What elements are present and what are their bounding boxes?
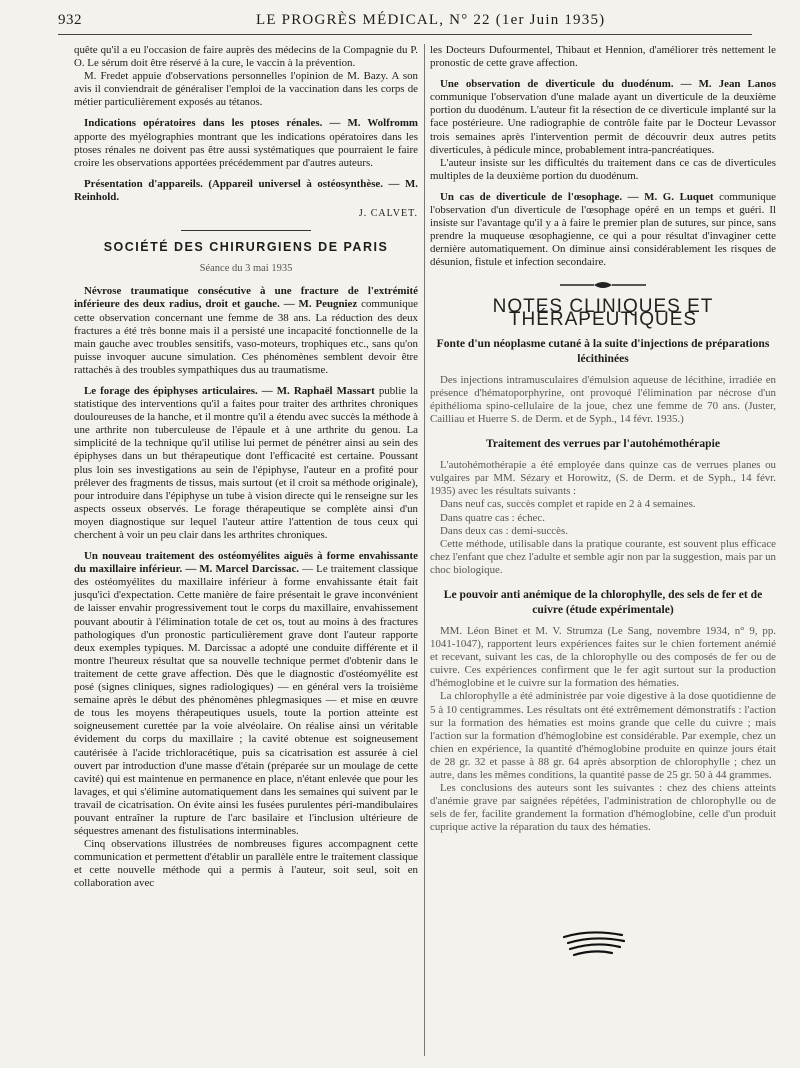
fredet-paragraph: M. Fredet appuie d'observations personnelles l'opinion de M. Bazy. A son avis il conviendrait de généraliser l'emploi de la vaccination dans les corps de métier particulièrement exposés au tétanos. [74, 70, 418, 109]
section-heading: Présentation d'appareils. (Appareil universel à ostéosynthèse. — [84, 177, 405, 190]
right-intro-paragraph: les Docteurs Dufourmentel, Thibaut et Hennion, d'améliorer très nettement le pronostic de cette grave affection. [430, 44, 776, 70]
section-text: communique cette observation concernant une femme de 38 ans. La réduction des deux fractures a été très bonne mais il a persisté une incapacité fonctionnelle de la main gauche avec troubles sensitifs, vaso-moteurs, trophiques etc., sans qu'on puisse invoquer aucune simulation. Ces phénomènes semblent devoir être rattachés à des troubles sympathiques dus au traumatisme. [74, 298, 418, 376]
section-heading: Névrose traumatique consécutive à une fracture de l'extrémité inférieure des deux radius, droit et gauche. — [74, 285, 418, 311]
author-name: M. Jean Lanos [698, 78, 776, 91]
forage-section [74, 385, 418, 542]
section-heading: Indications opératoires dans les ptoses rénales. — [84, 117, 348, 130]
osteomyelite-section [74, 550, 418, 838]
left-intro-paragraph: quête qu'il a eu l'occasion de faire auprès des médecins de la Compagnie du P. O. Le sérum doit être réservé à la cure, le vaccin à la prévention. [74, 44, 418, 70]
section-heading: Le forage des épiphyses articulaires. — [84, 384, 277, 397]
column-divider [424, 44, 425, 1056]
indications-section [74, 117, 418, 169]
article-text: Les conclusions des auteurs sont les suivantes : chez des chiens atteints d'anémie grave par saignées répétées, l'administration de chlorophylle ou de sels de fer, facilite grandement la formation d'hémoglobine, celle d'un produit cuprique active la réparation du taux des hématies. [430, 782, 776, 834]
section-heading: Un nouveau traitement des ostéomyélites aiguës à forme envahissante du maxillaire inférieur. — [74, 550, 418, 576]
section-text: — Le traitement classique des ostéomyélites du maxillaire inférieur à forme envahissante était fait jusqu'ici d'expectation. Cette manière de faire présentait le grave inconvénient de laisser envahir progressivement tout le corps du maxillaire, envahissement pouvant aboutir à l'élimination totale de cet os, tout au moins à des fractures pathologiques d'un pronostic particulièrement grave dont l'auteur rapporte deux exemples typiques. M. Darcissac a adopté une conduite différente et il montre l'heureux résultat que sa nouvelle technique permet d'obtenir dans le traitement de cette grave affection. Dès que le diagnostic d'ostéomyélite est posé (signes cliniques, signes radiologiques) — en général vers la troisième semaine après le début des phénomènes phlegmasiques — et mise en œuvre de tous les moyens thérapeutiques usuels, toute la portion atteinte est soigneusement curettée par la voie alvéolaire. On réalise ainsi un véritable évidement du corps du maxillaire ; la cavité obtenue est soigneusement cautérisée à l'acide trichloracétique, puis sa cicatrisation est assurée à ciel ouvert par introduction d'une masse d'étain (préparée sur un moulage de cette cavité) qui est maintenue en permanence en place, n'étant enlevée que pour les lavages, et qui s'élimine automatiquement dans les semaines qui suivent par le travail de cicatrisation. On évite ainsi les fusées purulentes péri-mandibulaires pouvant entraîner la rupture de l'arc basilaire et l'inclusion ultérieure de séquestres amenant des fistulisations interminables. [74, 563, 419, 838]
fleuron-ornament-icon [430, 280, 776, 294]
left-column [74, 44, 418, 891]
article-text: Cette méthode, utilisable dans la pratique courante, est souvent plus efficace chez l'enfant que chez l'adulte et semble agir non par la suggestion, mais par un choc biologique. [430, 537, 776, 576]
section-text: communique l'observation d'un diverticule de l'œsophage opéré en un temps et guéri. Il insiste sur l'avantage qu'il y a à faire le premier plan de sutures, sur pince, sans prendre la muqueuse œsophagienne, ce qui a pour résultat d'invaginer cette dernière automatiquement. On diminue ainsi considérablement les risques de désunion, fistule et infection secondaire. [430, 190, 776, 269]
seance-date: Séance du 3 mai 1935 [199, 263, 293, 275]
section-heading: Un cas de diverticule de l'œsophage. — [440, 190, 645, 203]
osteomyelite-paragraph-2: Cinq observations illustrées de nombreuses figures accompagnent cette communication et permettent d'établir un parallèle entre le traitement classique et cette nouvelle méthode qui a permis à l'auteur, soit seul, soit en collaboration avec [74, 838, 418, 890]
author-name: M. G. Luquet [644, 190, 714, 203]
article-text: La chlorophylle a été administrée par voie digestive à la dose quotidienne de 5 à 10 centigrammes. Les résultats ont été extrêmement démonstratifs : l'action sur la formation des hématies est moins grande que celle du cuivre ; mais l'action sur la formation d'hémoglobine est considérable. Par exemple, chez un chien en expérience, la quantité d'hémoglobine produite en quinze jours était de 28 gr. 32 et passe à 88 gr. 64 après absorption de chlorophylle ; chez un autre, dans les mêmes conditions, la quantité passe de 25 gr. 50 à 44 grammes. [430, 690, 776, 782]
article-title: Traitement des verrues par l'autohémothérapie [486, 437, 720, 451]
duodenum-section [430, 78, 776, 157]
author-name: M. Raphaël Massart [276, 384, 375, 397]
society-heading: SOCIÉTÉ DES CHIRURGIENS DE PARIS [103, 240, 389, 255]
presentation-section [74, 178, 418, 204]
list-item: Dans deux cas : demi-succès. [440, 524, 568, 537]
running-title: LE PROGRÈS MÉDICAL, N° 22 (1er Juin 1935) [256, 12, 606, 28]
list-item: Dans neuf cas, succès complet et rapide en 2 à 4 semaines. [440, 498, 696, 511]
list-item: Dans quatre cas : échec. [440, 511, 545, 524]
author-name: M. Marcel Darcissac. [199, 563, 300, 576]
article-text: L'autohémothérapie a été employée dans quinze cas de verrues planes ou vulgaires par MM. Sézary et Horowitz, (S. de Derm. et de Syph., 14 févr. 1935) avec les résultats suivants : [430, 459, 776, 498]
section-text: communique l'observation d'une malade ayant un diverticule de la deuxième portion du duodénum. L'auteur fit la résection de ce diverticule implanté sur la face postérieure. Une radiographie de contrôle faite par le Docteur Levassor trois semaines après l'intervention permit de découvrir deux autres petits diverticules, à pédicule mince, probablement intra-pancréatiques. [430, 91, 776, 156]
nevrose-section [74, 285, 418, 377]
section-text: publie la statistique des interventions qu'il a faites pour traiter des arthrites chroniques douloureuses de la hanche, et il montre qu'il a étendu avec succès la méthode à une arthrite non tuberculeuse de l'épaule et à une arthrite du genou. La simplicité de la technique qu'il utilise lui permet de pénétrer ainsi au sein des épiphyses dans un but thérapeutique dont l'efficacité est certaine. Poussant plus loin ses investigations au sein de l'épiphyse, l'auteur en a profité pour prélever des fragments de tissus, mais surtout (et il croit sa méthode originale), pour introduire dans l'épiphyse un tube à vision directe qui le renseigne sur les aspects osseux observés. Le forage thérapeutique se complète ainsi d'un moyen diagnostique sur lequel l'auteur attire l'attention de tous ceux qui cherchent à voir un peu clair dans les arthrites chroniques. [74, 384, 418, 541]
duodenum-paragraph-2: L'auteur insiste sur les difficultés du traitement dans ce cas de diverticules multiples de la deuxième portion du duodénum. [430, 156, 776, 182]
author-name: M. Wolfromm [347, 117, 418, 130]
article-title: Fonte d'un néoplasme cutané à la suite d'injections de préparations lécithinées [436, 336, 770, 365]
page-number: 932 [58, 12, 82, 28]
article-text: Des injections intramusculaires d'émulsion aqueuse de lécithine, irradiée en présence d'hématoporphyrine, ont provoqué l'élimination par nécrose d'un épithélioma spino-cellulaire de la joue, chez une femme de 70 ans. (Juster, Cailliau et Huerre S. de Derm. et de Syph., 14 févr. 1935.) [430, 373, 776, 426]
author-name: M. Reinhold. [74, 177, 418, 203]
right-column [430, 44, 776, 835]
article-text: MM. Léon Binet et M. V. Strumza (Le Sang, novembre 1934, n° 9, pp. 1041-1047), rapportent leurs expériences faites sur le chien fortement anémié et recevant, suivant les cas, de la chlorophylle ou des composés de fer ou de cuivre. Ces expériences confirment que le fer agit surtout sur la production d'hémoglobine et le cuivre sur la formation des hématies. [430, 625, 776, 690]
section-separator [181, 230, 311, 231]
article-title: Le pouvoir anti anémique de la chlorophylle, des sels de fer et de cuivre (étude expérimentale) [443, 588, 763, 616]
oesophage-section [430, 191, 776, 270]
section-heading: Une observation de diverticule du duodénum. — [440, 78, 699, 91]
notes-section-title: NOTES CLINIQUES ET THÉRAPEUTIQUES [492, 295, 714, 330]
author-name: M. Peugniez [298, 298, 358, 311]
header-rule [58, 34, 752, 35]
signature: J. CALVET. [358, 208, 418, 220]
section-text: apporte des myélographies montrant que les indications opératoires dans les ptoses rénales ne doivent pas être aussi systématiques que pourraient le faire croire les observations apportées précédemment par d'autres auteurs. [74, 130, 418, 169]
end-flourish-icon [560, 925, 630, 970]
